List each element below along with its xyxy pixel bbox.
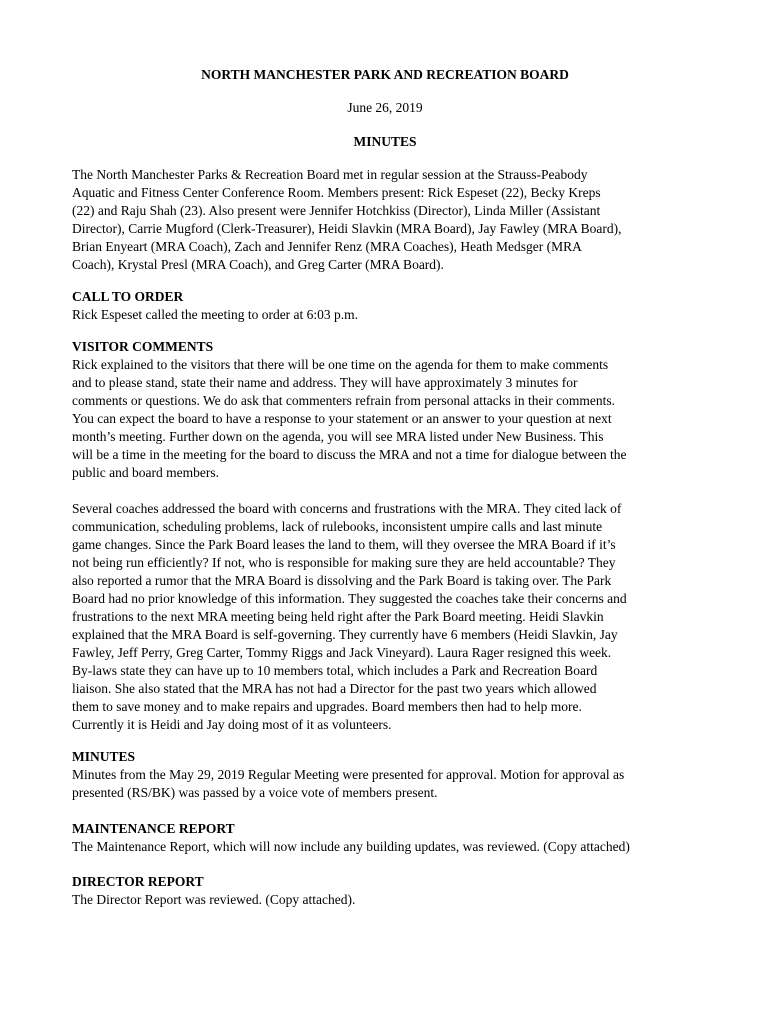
coaches-line: also reported a rumor that the MRA Board is dissolving and the Park Board is taking over. The Park [72, 573, 612, 588]
maintenance-report-section [72, 820, 702, 856]
minutes-subtitle: MINUTES [353, 134, 417, 149]
maintenance-report-line: The Maintenance Report, which will now include any building updates, was reviewed. (Copy attached) [72, 839, 630, 854]
document-title: NORTH MANCHESTER PARK AND RECREATION BOARD [201, 67, 569, 82]
maintenance-report-heading: MAINTENANCE REPORT [72, 821, 235, 836]
coaches-line: liaison. She also stated that the MRA has not had a Director for the past two years which allowed [72, 681, 597, 696]
visitor-comments-line: month’s meeting. Further down on the agenda, you will see MRA listed under New Business. This [72, 429, 604, 444]
director-report-heading: DIRECTOR REPORT [72, 874, 204, 889]
intro-line: (22) and Raju Shah (23). Also present were Jennifer Hotchkiss (Director), Linda Miller (Assistant [72, 203, 601, 218]
call-to-order-section [72, 288, 702, 324]
visitor-comments-section [72, 338, 702, 482]
visitor-comments-line: comments or questions. We do ask that commenters refrain from personal attacks in their comments. [72, 393, 616, 408]
visitor-comments-line: will be a time in the meeting for the board to discuss the MRA and not a time for dialogue between the [72, 447, 627, 462]
minutes-line: Minutes from the May 29, 2019 Regular Meeting were presented for approval. Motion for approval as [72, 767, 625, 782]
coaches-line: Fawley, Jeff Perry, Greg Carter, Tommy Riggs and Jack Vineyard). Laura Rager resigned this week. [72, 645, 612, 660]
coaches-line: Several coaches addressed the board with concerns and frustrations with the MRA. They cited lack of [72, 501, 622, 516]
call-to-order-heading: CALL TO ORDER [72, 289, 184, 304]
coaches-line: explained that the MRA Board is self-governing. They currently have 6 members (Heidi Slavkin, Jay [72, 627, 618, 642]
intro-line: Director), Carrie Mugford (Clerk-Treasurer), Heidi Slavkin (MRA Board), Jay Fawley (MRA Board), [72, 221, 622, 236]
coaches-line: game changes. Since the Park Board leases the land to them, will they oversee the MRA Board if it’s [72, 537, 616, 552]
meeting-date: June 26, 2019 [347, 100, 423, 115]
coaches-line: frustrations to the next MRA meeting being held right after the Park Board meeting. Heidi Slavkin [72, 609, 604, 624]
coaches-line: communication, scheduling problems, lack of rulebooks, inconsistent umpire calls and last minute [72, 519, 603, 534]
visitor-comments-line: and to please stand, state their name and address. They will have approximately 3 minutes for [72, 375, 578, 390]
coaches-line: Currently it is Heidi and Jay doing most of it as volunteers. [72, 717, 392, 732]
director-report-section [72, 873, 702, 909]
visitor-comments-line: You can expect the board to have a response to your statement or an answer to your question at next [72, 411, 612, 426]
coaches-paragraph [72, 500, 702, 734]
minutes-heading: MINUTES [72, 749, 136, 764]
visitor-comments-heading: VISITOR COMMENTS [72, 339, 214, 354]
minutes-section [72, 748, 702, 802]
coaches-line: Board had no prior knowledge of this information. They suggested the coaches take their concerns and [72, 591, 627, 606]
intro-line: The North Manchester Parks & Recreation Board met in regular session at the Strauss-Peabody [72, 167, 588, 182]
director-report-line: The Director Report was reviewed. (Copy attached). [72, 892, 356, 907]
minutes-line: presented (RS/BK) was passed by a voice vote of members present. [72, 785, 438, 800]
intro-paragraph [72, 166, 702, 274]
coaches-line: By-laws state they can have up to 10 members total, which includes a Park and Recreation Board [72, 663, 598, 678]
coaches-line: not being run efficiently? If not, who is responsible for making sure they are held accountable? They [72, 555, 616, 570]
call-to-order-line: Rick Espeset called the meeting to order at 6:03 p.m. [72, 307, 359, 322]
intro-line: Brian Enyeart (MRA Coach), Zach and Jennifer Renz (MRA Coaches), Heath Medsger (MRA [72, 239, 582, 254]
coaches-line: them to save money and to make repairs and upgrades. Board members then had to help more. [72, 699, 582, 714]
visitor-comments-line: public and board members. [72, 465, 219, 480]
visitor-comments-line: Rick explained to the visitors that there will be one time on the agenda for them to make comments [72, 357, 609, 372]
intro-line: Coach), Krystal Presl (MRA Coach), and Greg Carter (MRA Board). [72, 257, 444, 272]
intro-line: Aquatic and Fitness Center Conference Room. Members present: Rick Espeset (22), Becky Kreps [72, 185, 601, 200]
